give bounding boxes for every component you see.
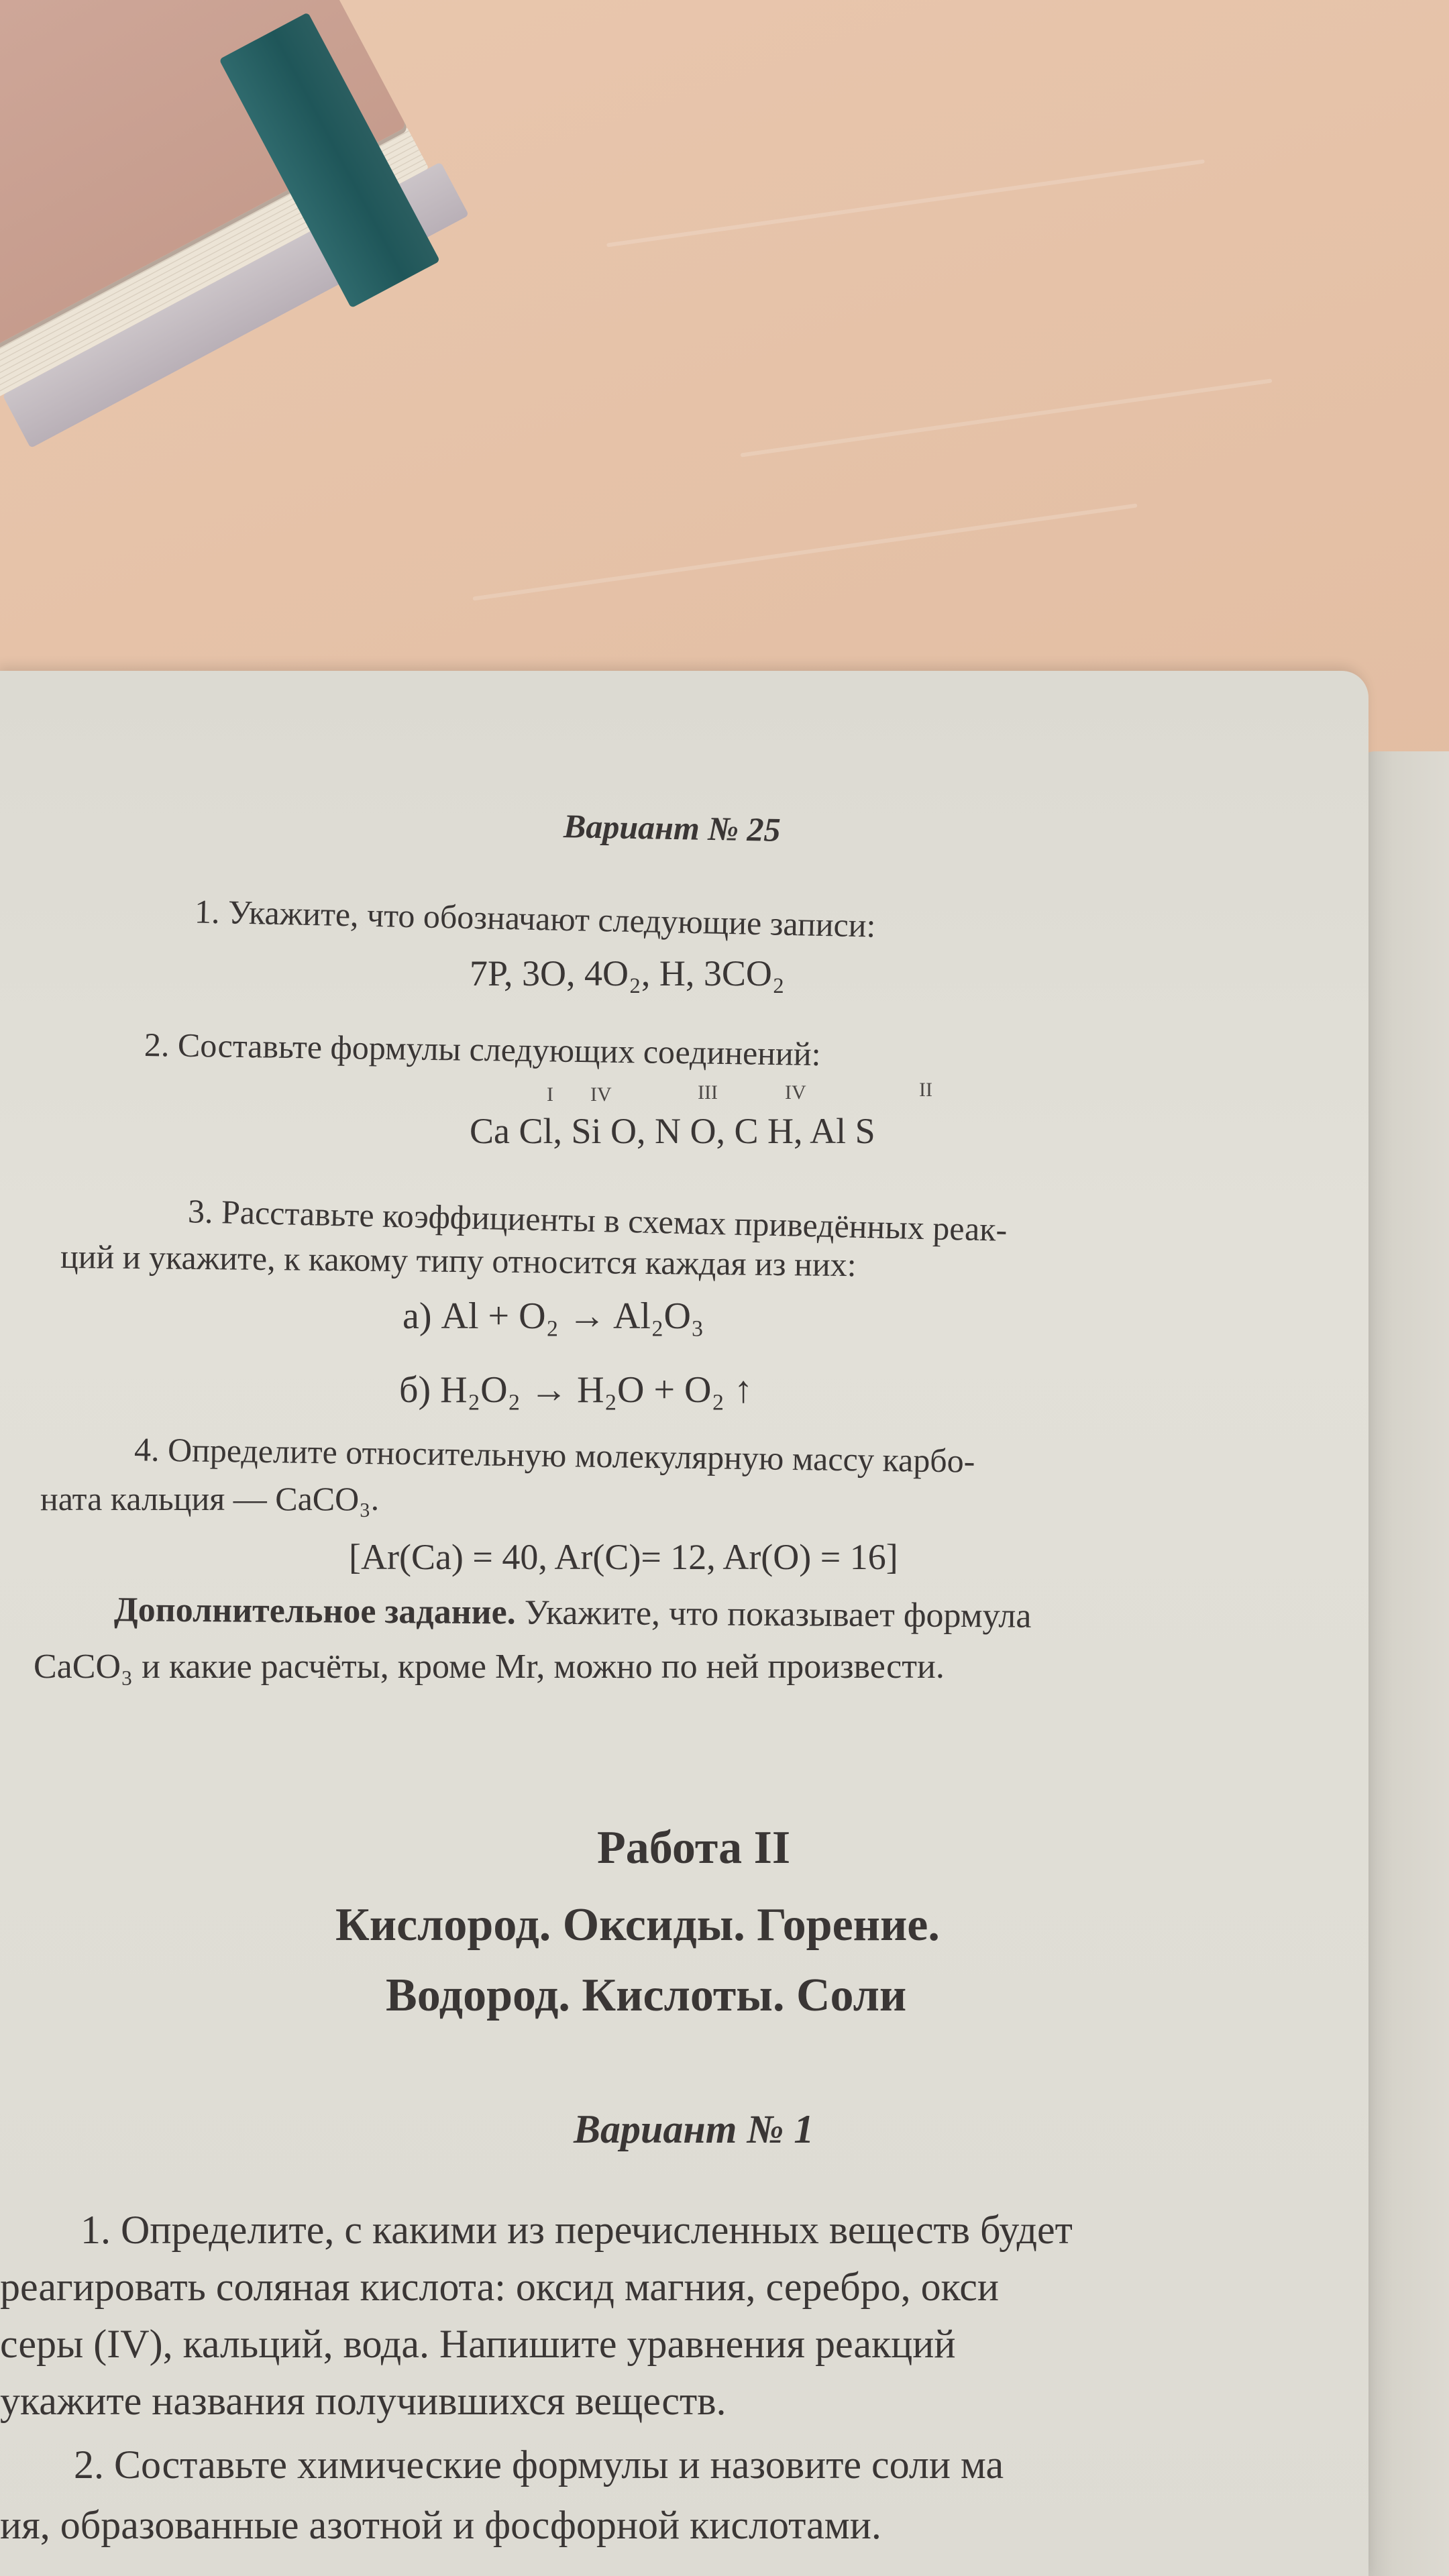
work-title: Работа II — [597, 1822, 791, 1874]
v1-q2-line2: ия, образованные азотной и фосфорной кислотами. — [0, 2503, 881, 2547]
v25-q3-line1: 3. Расставьте коэффициенты в схемах приведённых реак- — [187, 1192, 1008, 1248]
right-page-edge — [1355, 751, 1449, 2576]
v25-q1-formula: 7P, 3O, 4O₂, H, 3CO₂ — [470, 953, 785, 994]
v25-q4-line2: ната кальция — CaCO₃. — [40, 1480, 380, 1517]
v25-q4-data: [Ar(Ca) = 40, Ar(C)= 12, Ar(O) = 16] — [349, 1537, 898, 1577]
v25-q1-text: 1. Укажите, что обозначают следующие записи: — [194, 892, 876, 945]
v25-q3-line2: ций и укажите, к какому типу относится каждая из них: — [60, 1237, 857, 1284]
variant-25-title: Вариант № 25 — [563, 807, 782, 849]
v25-q3-reaction-b: б) H₂O₂ → H₂O + O₂ ↑ — [399, 1369, 753, 1411]
valence-mark: II — [919, 1079, 932, 1101]
v25-extra-task-line2: CaCO₃ и какие расчёты, кроме Mr, можно по ней произвести. — [34, 1648, 945, 1686]
v1-q2-line1: 2. Составьте химические формулы и назовите соли ма — [74, 2443, 1004, 2487]
v25-extra-task-line1 — [114, 1590, 1032, 1636]
desk-grain — [472, 503, 1137, 600]
v25-q2-formula: Ca Cl, Si O, N O, C H, Al S — [470, 1111, 875, 1151]
desk-grain — [740, 378, 1272, 457]
extra-task-text: Укажите, что показывает формула — [515, 1593, 1032, 1635]
v1-q1-line4: укажите названия получившихся веществ. — [0, 2379, 727, 2423]
book-stack — [0, 0, 584, 544]
work-subtitle-2: Водород. Кислоты. Соли — [386, 1970, 907, 2021]
desk-grain — [606, 159, 1205, 247]
v25-q2-text: 2. Составьте формулы следующих соединений: — [144, 1025, 821, 1073]
variant-1-title: Вариант № 1 — [574, 2107, 814, 2151]
v1-q1-line2: реагировать соляная кислота: оксид магния, серебро, окси — [0, 2265, 1000, 2309]
valence-mark: IV — [785, 1081, 806, 1104]
work-subtitle-1: Кислород. Оксиды. Горение. — [335, 1899, 940, 1951]
valence-mark: IV — [590, 1083, 612, 1106]
valence-mark: I — [547, 1083, 553, 1106]
v25-q4-line1: 4. Определите относительную молекулярную массу карбо- — [133, 1430, 975, 1480]
valence-mark: III — [698, 1081, 718, 1104]
v1-q1-line3: серы (IV), кальций, вода. Напишите уравнения реакций — [0, 2322, 956, 2366]
extra-task-label: Дополнительное задание. — [113, 1591, 516, 1632]
v1-q1-line1: 1. Определите, с какими из перечисленных веществ будет — [80, 2208, 1073, 2252]
v25-q3-reaction-a: а) Al + O₂ → Al₂O₃ — [402, 1295, 704, 1337]
